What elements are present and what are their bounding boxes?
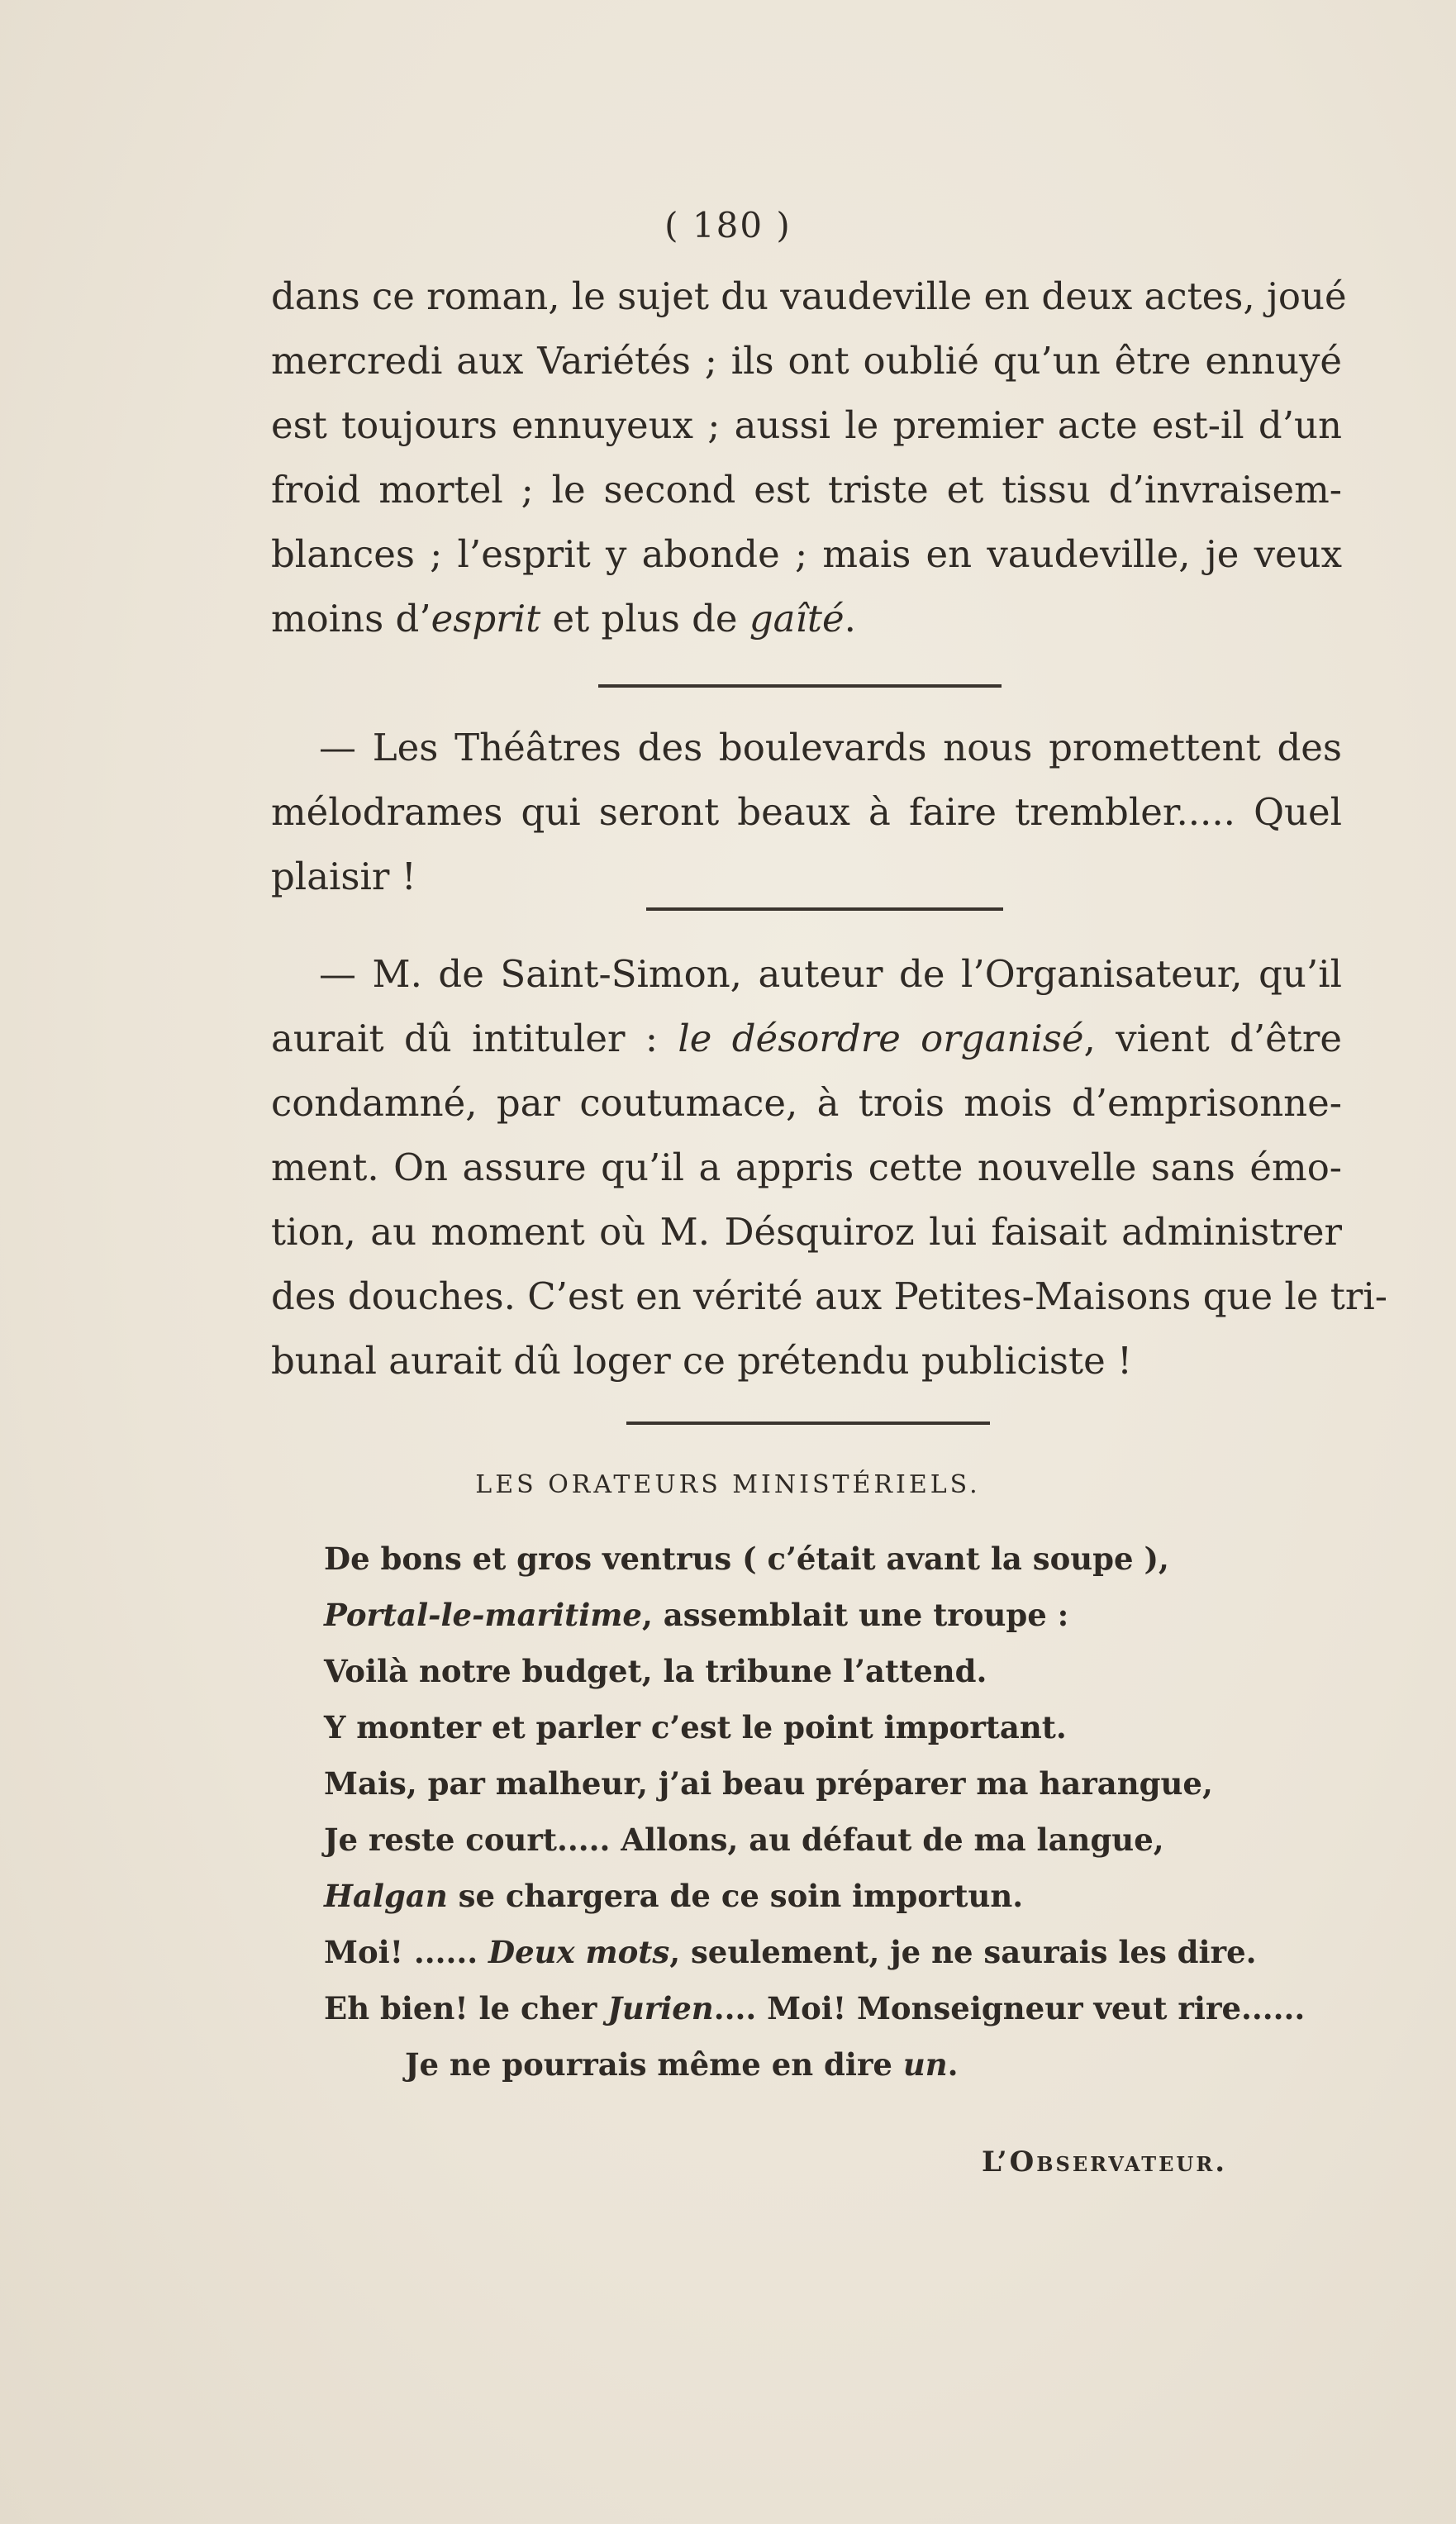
italic-text: gaîté — [749, 597, 845, 641]
poem-line: Voilà notre budget, la tribune l’attend. — [324, 1653, 987, 1689]
text-line: mercredi aux Variétés ; ils ont oublié qu’un être ennuyé — [271, 339, 1342, 383]
text-line: blances ; l’esprit y abonde ; mais en vaudeville, je veux — [271, 532, 1342, 576]
text-span: , seulement, je ne saurais les dire. — [669, 1934, 1257, 1970]
poem-line: Y monter et parler c’est le point important. — [324, 1709, 1067, 1745]
italic-text: Halgan — [324, 1878, 448, 1914]
italic-text: le désordre organisé — [678, 1017, 1084, 1060]
section-divider — [598, 684, 1002, 688]
text-span: se chargera de ce soin importun. — [447, 1878, 1024, 1914]
italic-text: un — [902, 2046, 948, 2083]
text-span: , vient d’être — [1083, 1017, 1342, 1060]
poem-body — [324, 1531, 1365, 2093]
text-span: .... Moi! Monseigneur veut rire...... — [713, 1990, 1306, 2026]
text-span: . — [947, 2046, 959, 2083]
section-divider — [626, 1422, 990, 1425]
text-span: , assemblait une troupe : — [641, 1597, 1069, 1633]
text-span: aurait dû intituler : — [271, 1017, 678, 1060]
paragraph-theatre-review — [271, 264, 1347, 651]
poem-line — [324, 1924, 1365, 1980]
text-line: bunal aurait dû loger ce prétendu publiciste ! — [271, 1339, 1133, 1383]
text-line: tion, au moment où M. Désquiroz lui faisait administrer — [271, 1210, 1342, 1254]
text-span: moins d’ — [271, 597, 431, 641]
italic-text: Deux mots — [488, 1934, 670, 1970]
text-line: — M. de Saint-Simon, auteur de l’Organisateur, qu’il — [319, 952, 1342, 996]
poem-line — [324, 1868, 1365, 1924]
italic-text: esprit — [431, 597, 541, 641]
text-line: plaisir ! — [271, 855, 416, 898]
poem-line: De bons et gros ventrus ( c’était avant la soupe ), — [324, 1541, 1169, 1577]
text-line: condamné, par coutumace, à trois mois d’emprisonne- — [271, 1081, 1342, 1125]
poem-line: Je reste court..... Allons, au défaut de ma langue, — [324, 1822, 1164, 1858]
poem-line — [324, 1587, 1365, 1643]
text-line: — Les Théâtres des boulevards nous promettent des — [319, 726, 1342, 769]
page-number: ( 180 ) — [664, 205, 792, 245]
text-span: Eh bien! le cher — [324, 1990, 608, 2026]
paragraph-boulevard-theatres — [271, 716, 1342, 909]
text-line: mélodrames qui seront beaux à faire trembler..... Quel — [271, 790, 1342, 834]
italic-text: Portal-le-maritime — [324, 1597, 642, 1633]
section-divider — [646, 907, 1003, 911]
text-span: Je ne pourrais même en dire — [405, 2046, 903, 2083]
poem-title: LES ORATEURS MINISTÉRIELS. — [475, 1470, 981, 1499]
text-line — [271, 587, 1342, 651]
text-span: Moi! ...... — [324, 1934, 488, 1970]
text-line: est toujours ennuyeux ; aussi le premier acte est-il d’un — [271, 403, 1342, 447]
text-span: et plus de — [540, 597, 749, 641]
text-line: froid mortel ; le second est triste et tissu d’invraisem- — [271, 468, 1342, 512]
text-line: ment. On assure qu’il a appris cette nouvelle sans émo- — [271, 1145, 1342, 1189]
italic-text: Jurien — [607, 1990, 714, 2026]
paragraph-saint-simon — [271, 942, 1387, 1393]
text-line — [271, 1007, 1342, 1071]
text-span: . — [844, 597, 856, 641]
poem-line — [324, 1980, 1365, 2036]
poem-line — [324, 2036, 1365, 2093]
poem-line: Mais, par malheur, j’ai beau préparer ma harangue, — [324, 1765, 1213, 1802]
text-line: des douches. C’est en vérité aux Petites-Maisons que le tri- — [271, 1274, 1387, 1318]
text-line: dans ce roman, le sujet du vaudeville en deux actes, joué — [271, 274, 1347, 318]
signature: L’Observateur. — [982, 2145, 1228, 2179]
